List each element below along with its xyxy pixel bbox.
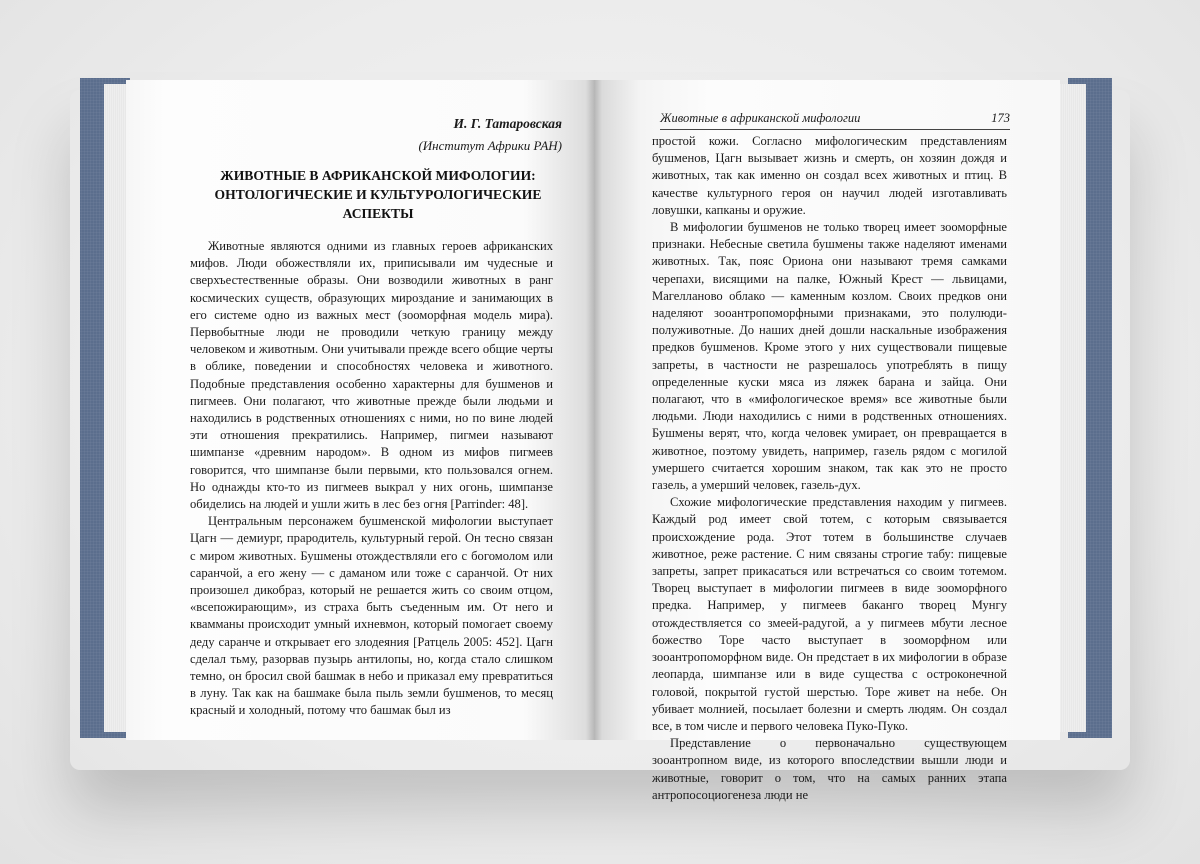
- left-page-body: [190, 238, 553, 720]
- paragraph: В мифологии бушменов не только творец имеет зооморфные признаки. Небесные светила бушмены также наделяют именами животных. Так, пояс Ориона они называют тремя самками черепахи, висящими на палке, Южный Крест — львицами, Магелланово облако — каменным козлом. Своих предков они наделяют зооантропоморфными признаками, это полулюди-полуживотные. До наших дней дошли наскальные изображения предков бушменов. Кроме этого у них существовали пищевые запреты, в частности не разрешалось употреблять в пищу определенные куски мяса из ляжек барана и зайца. Они полагают, что в «мифологическое время» все животные были людьми. Люди находились с ними в родственных отношениях. Бушмены верят, что, когда человек умирает, он превращается в животное, поэтому увидеть, например, газель рядом с могилой умершего считается хорошим знаком, так как это не просто газель, а умерший человек, газель-дух.: [652, 220, 1007, 493]
- article-author: И. Г. Татаровская: [453, 116, 562, 131]
- book-gutter: [586, 80, 602, 740]
- paragraph: Представление о первоначально существующем зооантропном виде, из которого впоследствии вышли люди и животные, говорит о том, что на самых ранних этапа антропосоциогенеза люди не: [652, 736, 1007, 802]
- page-number: 173: [991, 111, 1010, 125]
- paragraph: простой кожи. Согласно мифологическим представлениям бушменов, Цагн вызывает жизнь и смерть, он хозяин дождя и животных, так как именно он создал всех животных и птиц. В качестве культурного героя он научил людей изготавливать ловушки, капканы и оружие.: [652, 134, 1007, 217]
- paragraph: Животные являются одними из главных героев африканских мифов. Люди обожествляли их, приписывали им чудесные и сверхъестественные образы. Они возводили животных в ранг космических существ, образующих мироздание и занимающих в его системе одно из важных мест (зооморфная модель мира). Первобытные люди не проводили четкую границу между человеком и животным. Они учитывали прежде всего общие черты в облике, поведении и способностях человека и животного. Подобные представления особенно характерны для бушменов и пигмеев. Они полагают, что животные прежде были людьми и находились в родственных отношениях с ними, но по вине людей эти отношения прекратились. Например, пигмеи называют шимпанзе «древним народом». В одном из мифов пигмеев говорится, что шимпанзе были первыми, кто пользовался огнем. Но однажды кто-то из пигмеев выкрал у них огонь, шимпанзе обиделись на людей и ушли жить в лес без огня [Parrinder: 48].: [190, 239, 553, 512]
- author-affiliation: (Институт Африки РАН): [418, 138, 562, 153]
- running-header: [660, 111, 1010, 130]
- page-edges-right: [1058, 84, 1086, 732]
- running-head-title: Животные в африканской мифологии: [660, 111, 861, 125]
- paragraph: Схожие мифологические представления находим у пигмеев. Каждый род имеет свой тотем, с которым связывается происхождение рода. Этот тотем в большинстве случаев животное, реже растение. С ним связаны строгие табу: пищевые запреты, запрет прикасаться или встречаться со своим тотемом. Творец выступает в мифологии пигмеев в виде зооморфного предка. Например, у пигмеев баканго творец Мунгу отождествляется со змеей-радугой, а у пигмеев мбути лесное божество Торе часто выступает в зооморфном или зооантропоморфном виде. Он предстает в их мифологии в образе леопарда, шимпанзе или в виде существа с остроконечной головой, покрытой густой шерстью. Торе живет на небе. Он убивает молнией, посылает болезни и смерть людям. Он создал все, в том числе и первого человека Пуко-Пуко.: [652, 495, 1007, 733]
- article-title: ЖИВОТНЫЕ В АФРИКАНСКОЙ МИФОЛОГИИ: ОНТОЛОГИЧЕСКИЕ И КУЛЬТУРОЛОГИЧЕСКИЕ АСПЕКТЫ: [214, 168, 542, 221]
- paragraph: Центральным персонажем бушменской мифологии выступает Цагн — демиург, прародитель, культурный герой. Он тесно связан с миром животных. Бушмены отождествляли его с богомолом или саранчой, а его жену — с даманом или тоже с саранчой. От них произошел дикобраз, который не решается жить со своим отцом, «всепожирающим», из страха быть съеденным им. От него и квамманы происходит умный ихневмон, который помогает своему деду саранче и открывает его злодеяния [Ратцель 2005: 452]. Цагн сделал тьму, разорвав пузырь антилопы, но, когда стало слишком темно, он бросил свой башмак в небо и приказал ему превратиться в луну. Так как на башмаке была пыль земли бушменов, то месяц красный и холодный, потому что башмак был из: [190, 514, 553, 718]
- right-page-body: [652, 133, 1007, 804]
